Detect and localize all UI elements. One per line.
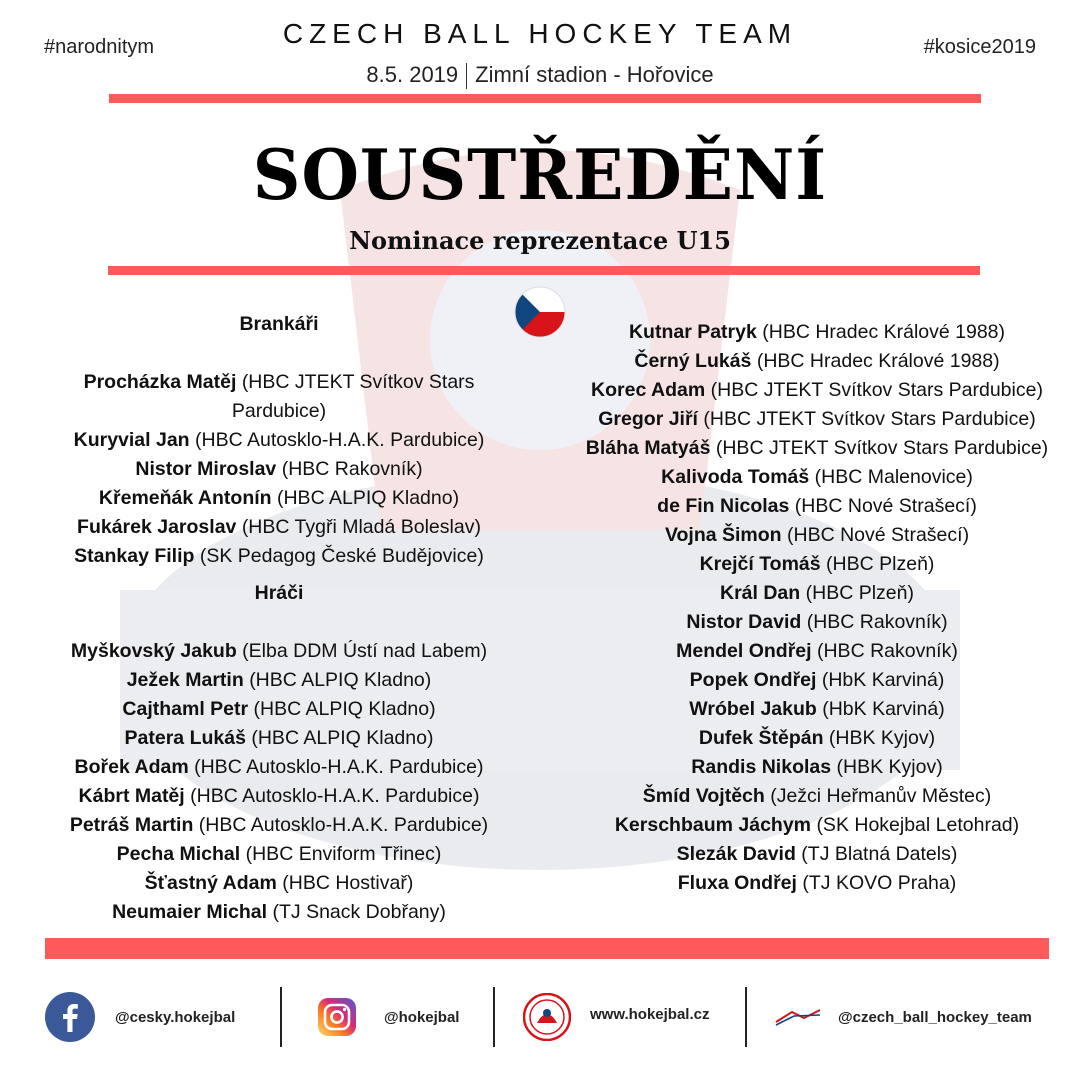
player-entry	[46, 869, 512, 898]
player-name: de Fin Nicolas	[657, 495, 790, 517]
player-name: Kuryvial Jan	[73, 429, 190, 451]
player-name: Myškovský Jakub	[70, 640, 237, 662]
player-entry	[560, 492, 1074, 521]
player-name: Vojna Šimon	[664, 524, 782, 546]
footer-separator	[745, 987, 747, 1047]
player-entry	[560, 608, 1074, 637]
player-name: Slezák David	[676, 843, 796, 865]
player-name: Stankay Filip	[74, 545, 195, 567]
player-entry	[46, 455, 512, 484]
event-info	[0, 62, 1080, 89]
player-entry	[560, 434, 1074, 463]
player-club: (TJ Snack Dobřany)	[272, 901, 446, 923]
player-club: (HBC Rakovník)	[281, 458, 423, 480]
player-club: (HBC Rakovník)	[806, 611, 948, 633]
player-name: Petráš Martin	[69, 814, 194, 836]
player-entry	[560, 463, 1074, 492]
footer-separator	[280, 987, 282, 1047]
player-entry	[560, 318, 1074, 347]
player-club: (HBC ALPIQ Kladno)	[251, 727, 434, 749]
player-name: Nistor Miroslav	[135, 458, 277, 480]
player-name: Kerschbaum Jáchym	[614, 814, 812, 836]
player-name: Gregor Jiří	[598, 408, 698, 430]
player-name: Procházka Matěj	[83, 371, 237, 393]
player-name: Bláha Matyáš	[585, 437, 711, 459]
player-entry	[46, 666, 512, 695]
player-club: (HBC JTEKT Svítkov Stars Pardubice)	[715, 437, 1049, 459]
event-venue: Zimní stadion - Hořovice	[475, 62, 714, 87]
czech-flag-icon	[514, 286, 566, 338]
player-entry	[46, 782, 512, 811]
player-club: (HBC JTEKT Svítkov Stars Pardubice)	[231, 371, 475, 422]
players-left-list	[46, 637, 512, 927]
player-club: (HBC Hradec Králové 1988)	[756, 350, 1000, 372]
facebook-handle: @cesky.hokejbal	[115, 1008, 236, 1026]
instagram-icon	[317, 997, 357, 1037]
player-name: Král Dan	[720, 582, 801, 604]
player-name: Nistor David	[686, 611, 802, 633]
footer-divider	[45, 938, 1049, 959]
top-divider	[109, 94, 981, 103]
player-entry	[560, 753, 1074, 782]
player-club: (HBC Autosklo-H.A.K. Pardubice)	[194, 756, 484, 778]
team-title: CZECH BALL HOCKEY TEAM	[282, 18, 798, 49]
player-name: Šmíd Vojtěch	[642, 785, 765, 807]
hokejbal-logo	[523, 993, 571, 1041]
czech-ball-hockey-team-logo	[774, 1006, 822, 1028]
separator	[466, 63, 467, 89]
player-club: (HBC Autosklo-H.A.K. Pardubice)	[195, 429, 485, 451]
player-name: Ježek Martin	[126, 669, 244, 691]
player-entry	[46, 840, 512, 869]
player-name: Korec Adam	[591, 379, 706, 401]
hashtag-left: #narodnitym	[44, 36, 155, 58]
player-entry	[46, 753, 512, 782]
player-club: (HBC Tygři Mladá Boleslav)	[241, 516, 481, 538]
player-entry	[560, 347, 1074, 376]
player-name: Wróbel Jakub	[689, 698, 817, 720]
player-name: Kalivoda Tomáš	[661, 466, 810, 488]
player-name: Patera Lukáš	[124, 727, 246, 749]
player-entry	[560, 666, 1074, 695]
player-club: (HbK Karviná)	[821, 669, 945, 691]
player-club: (HBC Hostivař)	[282, 872, 414, 894]
player-name: Popek Ondřej	[689, 669, 817, 691]
player-entry	[46, 898, 512, 927]
player-club: (HBC Rakovník)	[816, 640, 958, 662]
player-name: Dufek Štěpán	[698, 727, 824, 749]
player-club: (HBC Nové Strašecí)	[787, 524, 970, 546]
player-entry	[560, 724, 1074, 753]
player-entry	[560, 637, 1074, 666]
event-date: 8.5. 2019	[366, 62, 459, 87]
player-club: (SK Pedagog České Budějovice)	[199, 545, 484, 567]
player-entry	[560, 695, 1074, 724]
player-name: Černý Lukáš	[634, 350, 752, 372]
website-link[interactable]	[523, 985, 709, 1049]
page-subtitle: Nominace reprezentace U15	[349, 226, 731, 255]
player-name: Křemeňák Antonín	[98, 487, 272, 509]
team-account-link[interactable]	[774, 985, 1032, 1049]
player-club: (HbK Karviná)	[822, 698, 945, 720]
player-entry	[46, 426, 512, 455]
player-name: Neumaier Michal	[112, 901, 268, 923]
footer-separator	[493, 987, 495, 1047]
players-heading: Hráči	[254, 582, 304, 604]
player-name: Krejčí Tomáš	[699, 553, 821, 575]
player-club: (TJ Blatná Datels)	[801, 843, 958, 865]
hashtag-right: #kosice2019	[923, 36, 1036, 58]
player-club: (HBC JTEKT Svítkov Stars Pardubice)	[703, 408, 1036, 430]
player-entry	[46, 542, 512, 571]
player-club: (HBK Kyjov)	[828, 727, 936, 749]
player-club: (HBC Hradec Králové 1988)	[762, 321, 1006, 343]
player-entry	[46, 724, 512, 753]
player-entry	[560, 376, 1074, 405]
goalies-heading: Brankáři	[239, 313, 319, 335]
player-name: Fukárek Jaroslav	[77, 516, 237, 538]
player-club: (HBC Malenovice)	[814, 466, 973, 488]
players-right-list	[560, 318, 1074, 898]
player-name: Fluxa Ondřej	[677, 872, 797, 894]
player-entry	[560, 521, 1074, 550]
player-name: Cajthaml Petr	[122, 698, 249, 720]
facebook-icon	[45, 992, 95, 1042]
player-club: (HBC ALPIQ Kladno)	[276, 487, 460, 509]
player-name: Kábrt Matěj	[78, 785, 185, 807]
player-entry	[46, 368, 512, 426]
player-club: (HBC ALPIQ Kladno)	[249, 669, 432, 691]
title-divider	[108, 266, 980, 275]
player-club: (HBC JTEKT Svítkov Stars Pardubice)	[710, 379, 1043, 401]
player-club: (HBK Kyjov)	[836, 756, 943, 778]
player-name: Šťastný Adam	[144, 872, 277, 894]
player-entry	[560, 811, 1074, 840]
player-club: (HBC Autosklo-H.A.K. Pardubice)	[190, 785, 480, 807]
player-club: (HBC Autosklo-H.A.K. Pardubice)	[198, 814, 489, 836]
player-club: (Elba DDM Ústí nad Labem)	[242, 640, 488, 662]
instagram-handle: @hokejbal	[384, 1008, 460, 1026]
player-club: (HBC ALPIQ Kladno)	[253, 698, 436, 720]
instagram-link[interactable]	[317, 985, 459, 1049]
spacer	[46, 571, 512, 579]
player-entry	[46, 811, 512, 840]
player-entry	[560, 579, 1074, 608]
player-name: Pecha Michal	[116, 843, 241, 865]
player-club: (Ježci Heřmanův Městec)	[770, 785, 992, 807]
left-column	[46, 310, 512, 927]
player-entry	[46, 695, 512, 724]
player-name: Randis Nikolas	[691, 756, 832, 778]
player-entry	[560, 550, 1074, 579]
player-club: (HBC Plzeň)	[826, 553, 935, 575]
player-entry	[560, 782, 1074, 811]
player-entry	[46, 637, 512, 666]
player-entry	[560, 405, 1074, 434]
footer	[0, 985, 1080, 1049]
player-name: Bořek Adam	[74, 756, 189, 778]
player-entry	[560, 869, 1074, 898]
player-club: (HBC Nové Strašecí)	[794, 495, 977, 517]
website-url: www.hokejbal.cz	[590, 1005, 710, 1023]
player-club: (HBC Plzeň)	[805, 582, 914, 604]
page-title: SOUSTŘEDĚNÍ	[252, 134, 828, 216]
player-name: Kutnar Patryk	[628, 321, 757, 343]
player-club: (TJ KOVO Praha)	[802, 872, 957, 894]
player-entry	[46, 513, 512, 542]
player-club: (HBC Enviform Třinec)	[245, 843, 442, 865]
player-entry	[46, 484, 512, 513]
goalie-list	[46, 368, 512, 571]
player-name: Mendel Ondřej	[676, 640, 812, 662]
facebook-link[interactable]	[45, 985, 235, 1049]
player-entry	[560, 840, 1074, 869]
team-account-handle: @czech_ball_hockey_team	[838, 1008, 1032, 1026]
player-club: (SK Hokejbal Letohrad)	[816, 814, 1020, 836]
right-column	[560, 318, 1074, 898]
